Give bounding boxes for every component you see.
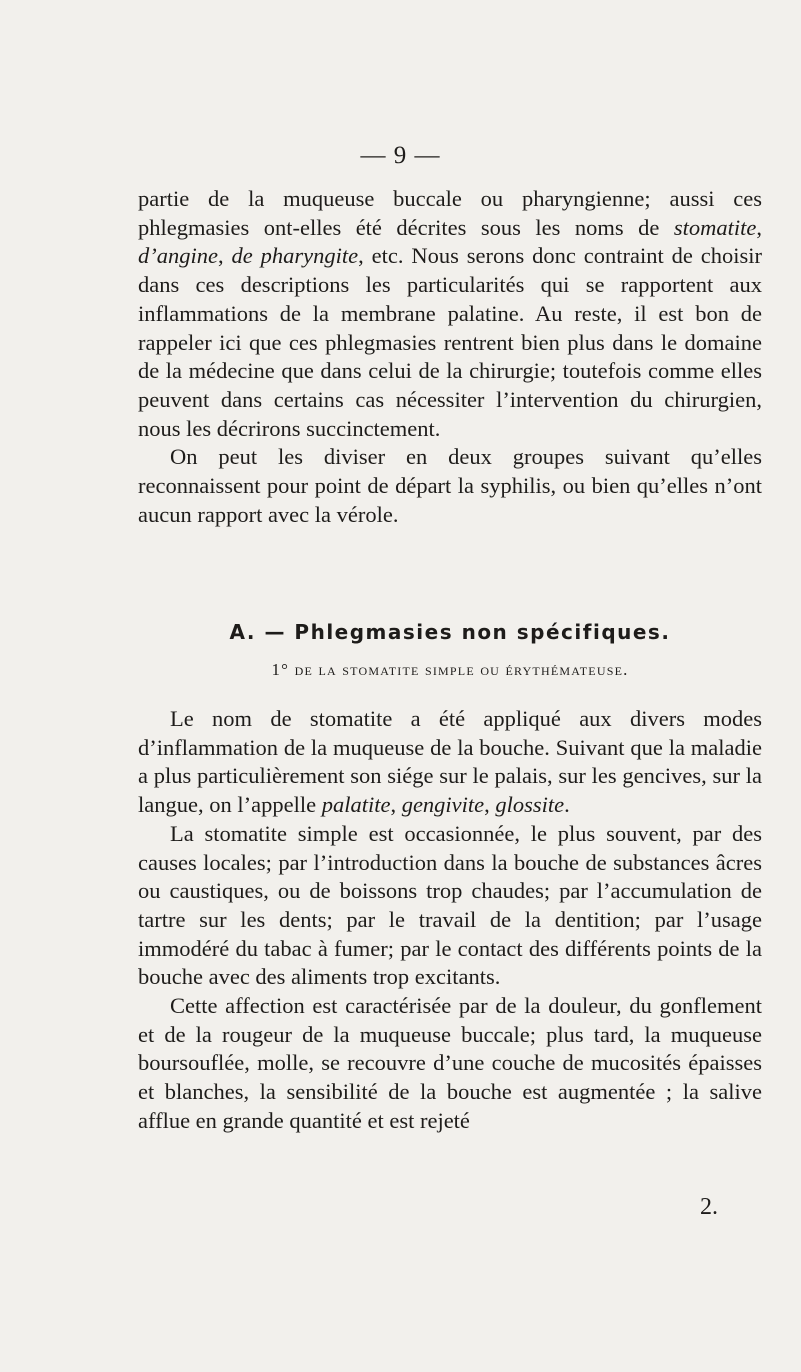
text-run: , xyxy=(756,214,762,240)
text-run: , xyxy=(390,792,402,818)
text-run: La stomatite simple est occasionnée, le plus souvent, par des causes locales; par l’introduction dans la bouche de substances âcres ou caustiques, ou de boissons trop chaudes; par l’accumulation de tartre sur les dents; par le travail de la dentition; par l’usage immodéré du tabac à fumer; par le contact des différents points de la bouche avec des aliments trop excitants. xyxy=(138,820,762,990)
text-run: , xyxy=(484,792,496,818)
text-run: Cette affection est caractérisée par de la douleur, du gonflement et de la rougeur de la muqueuse buccale; plus tard, la muqueuse boursouflée, molle, se recouvre d’une couche de mucosités épaisses et blanches, la sensibilité de la bouche est augmentée ; la salive afflue en grande quantité et est rejeté xyxy=(138,993,762,1133)
text-run: On peut les diviser en deux groupes suivant qu’elles reconnaissent pour point de départ la syphilis, ou bien qu’elles n’ont aucun rapport avec la vérole. xyxy=(138,444,762,527)
paragraph-p3 xyxy=(138,705,762,820)
italic-term: d’angine xyxy=(138,243,218,269)
text-run: . xyxy=(564,792,570,818)
subsection-heading: 1° de la stomatite simple ou érythémateuse. xyxy=(271,660,629,679)
signature-mark: 2. xyxy=(700,1194,718,1220)
italic-term: palatite xyxy=(321,792,391,818)
italic-term: glossite xyxy=(495,792,565,818)
italic-term: gengivite xyxy=(401,792,485,818)
text-block-top xyxy=(138,185,762,529)
section-heading: A. — Phlegmasies non spécifiques. xyxy=(229,620,671,644)
text-run: , xyxy=(217,243,232,269)
text-run: , etc. Nous serons donc contraint de choisir dans ces descriptions les particularités qui se rapportent aux inflammations de la membrane palatine. Au reste, il est bon de rappeler ici que ces phlegmasies rentrent bien plus dans le domaine de la médecine que dans celui de la chirurgie; toutefois comme elles peuvent dans certains cas nécessiter l’intervention du chirurgien, nous les décrirons succinctement. xyxy=(138,243,762,441)
paragraph-p2 xyxy=(138,443,762,529)
italic-term: stomatite xyxy=(673,214,757,240)
paragraph-p5 xyxy=(138,992,762,1136)
text-run: Le nom de stomatite a été appliqué aux divers modes d’inflammation de la muqueuse de la bouche. Suivant que la maladie a plus particulièrement son siége sur le palais, sur les gencives, sur la langue, on l’appelle xyxy=(138,706,762,818)
paragraph-p1 xyxy=(138,185,762,443)
italic-term: de pharyngite xyxy=(231,243,359,269)
text-run: partie de la muqueuse buccale ou pharyngienne; aussi ces phlegmasies ont-elles été décrites sous les noms de xyxy=(138,186,762,240)
page-number: — 9 — xyxy=(360,142,441,169)
text-block-bottom xyxy=(138,705,762,1136)
paragraph-p4 xyxy=(138,820,762,992)
